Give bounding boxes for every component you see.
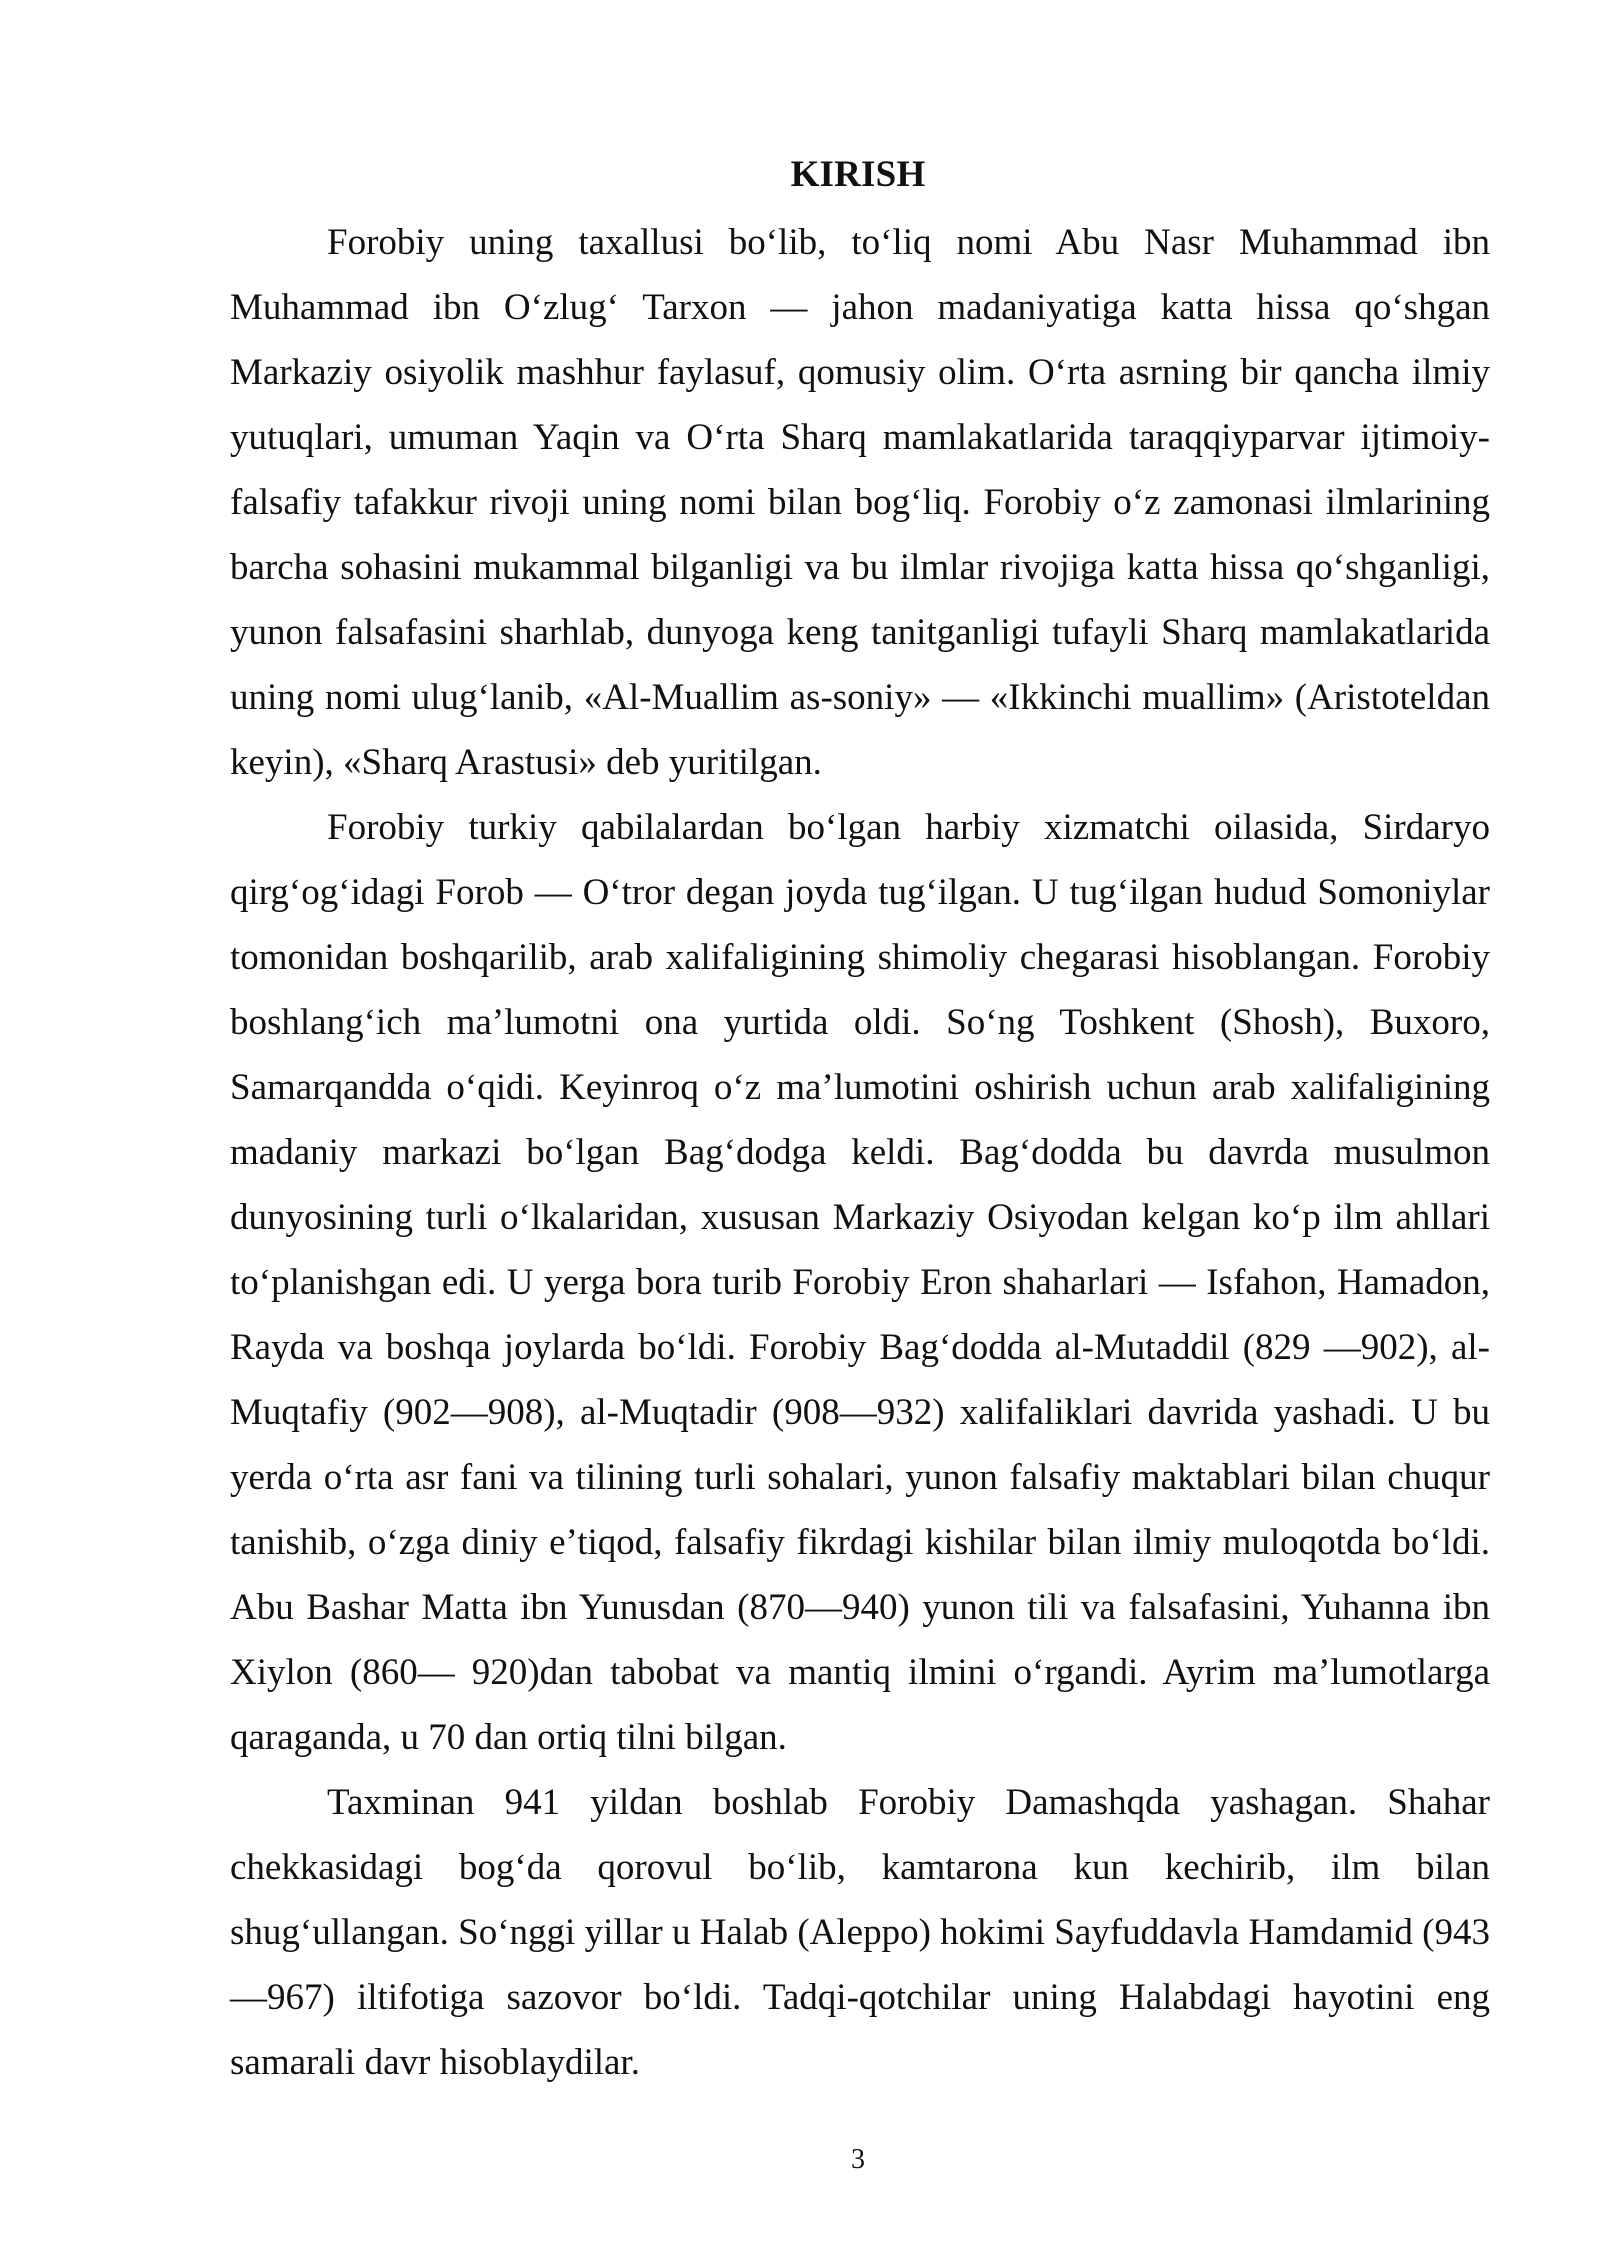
paragraph-biography: Forobiy turkiy qabilalardan bo‘lgan harbiy xizmatchi oilasida, Sirdaryo qirg‘og‘idagi Forob — O‘tror degan joyda tug‘ilgan. U tug‘ilgan hudud Somoniylar tomonidan boshqarilib, arab xalifaligining shimoliy chegarasi hisoblangan. Forobiy boshlang‘ich ma’lumotni ona yurtida oldi. So‘ng Toshkent (Shosh), Buxoro, Samarqandda o‘qidi. Keyinroq o‘z ma’lumotini oshirish uchun arab xalifaligining madaniy markazi bo‘lgan Bag‘dodga keldi. Bag‘dodda bu davrda musulmon dunyosining turli o‘lkalaridan, xususan Markaziy Osiyodan kelgan ko‘p ilm ahllari to‘planishgan edi. U yerga bora turib Forobiy Eron shaharlari — Isfahon, Hamadon, Rayda va boshqa joylarda bo‘ldi. Forobiy Bag‘dodda al-Mutaddil (829 —902), al-Muqtafiy (902—908), al-Muqtadir (908—932) xalifaliklari davrida yashadi. U bu yerda o‘rta asr fani va tilining turli sohalari, yunon falsafiy maktablari bilan chuqur tanishib, o‘zga diniy e’tiqod, falsafiy fikrdagi kishilar bilan ilmiy muloqotda bo‘ldi. Abu Bashar Matta ibn Yunusdan (870—940) yunon tili va falsafasini, Yuhanna ibn Xiylon (860— 920)dan tabobat va mantiq ilmini o‘rgandi. Ayrim ma’lumotlarga qaraganda, u 70 dan ortiq tilni bilgan.: [230, 807, 1490, 1758]
body-text: [230, 210, 1490, 2095]
page-number: 3: [851, 2144, 865, 2175]
paragraph-intro: Forobiy uning taxallusi bo‘lib, to‘liq nomi Abu Nasr Muhammad ibn Muhammad ibn O‘zlug‘ Tarxon — jahon madaniyatiga katta hissa qo‘shgan Markaziy osiyolik mashhur faylasuf, qomusiy olim. O‘rta asrning bir qancha ilmiy yutuqlari, umuman Yaqin va O‘rta Sharq mamlakatlarida taraqqiyparvar ijtimoiy-falsafiy tafakkur rivoji uning nomi bilan bog‘liq. Forobiy o‘z zamonasi ilmlarining barcha sohasini mukammal bilganligi va bu ilmlar rivojiga katta hissa qo‘shganligi, yunon falsafasini sharhlab, dunyoga keng tanitganligi tufayli Sharq mamlakatlarida uning nomi ulug‘lanib, «Al-Muallim as-soniy» — «Ikkinchi muallim» (Aristoteldan keyin), «Sharq Arastusi» deb yuritilgan.: [230, 222, 1490, 783]
section-heading: KIRISH: [790, 154, 926, 195]
paragraph-damascus: Taxminan 941 yildan boshlab Forobiy Damashqda yashagan. Shahar chekkasidagi bog‘da qorovul bo‘lib, kamtarona kun kechirib, ilm bilan shug‘ullangan. So‘nggi yillar u Halab (Aleppo) hokimi Sayfuddavla Hamdamid (943—967) iltifotiga sazovor bo‘ldi. Tadqi-qotchilar uning Halabdagi hayotini eng samarali davr hisoblaydilar.: [230, 1782, 1490, 2083]
